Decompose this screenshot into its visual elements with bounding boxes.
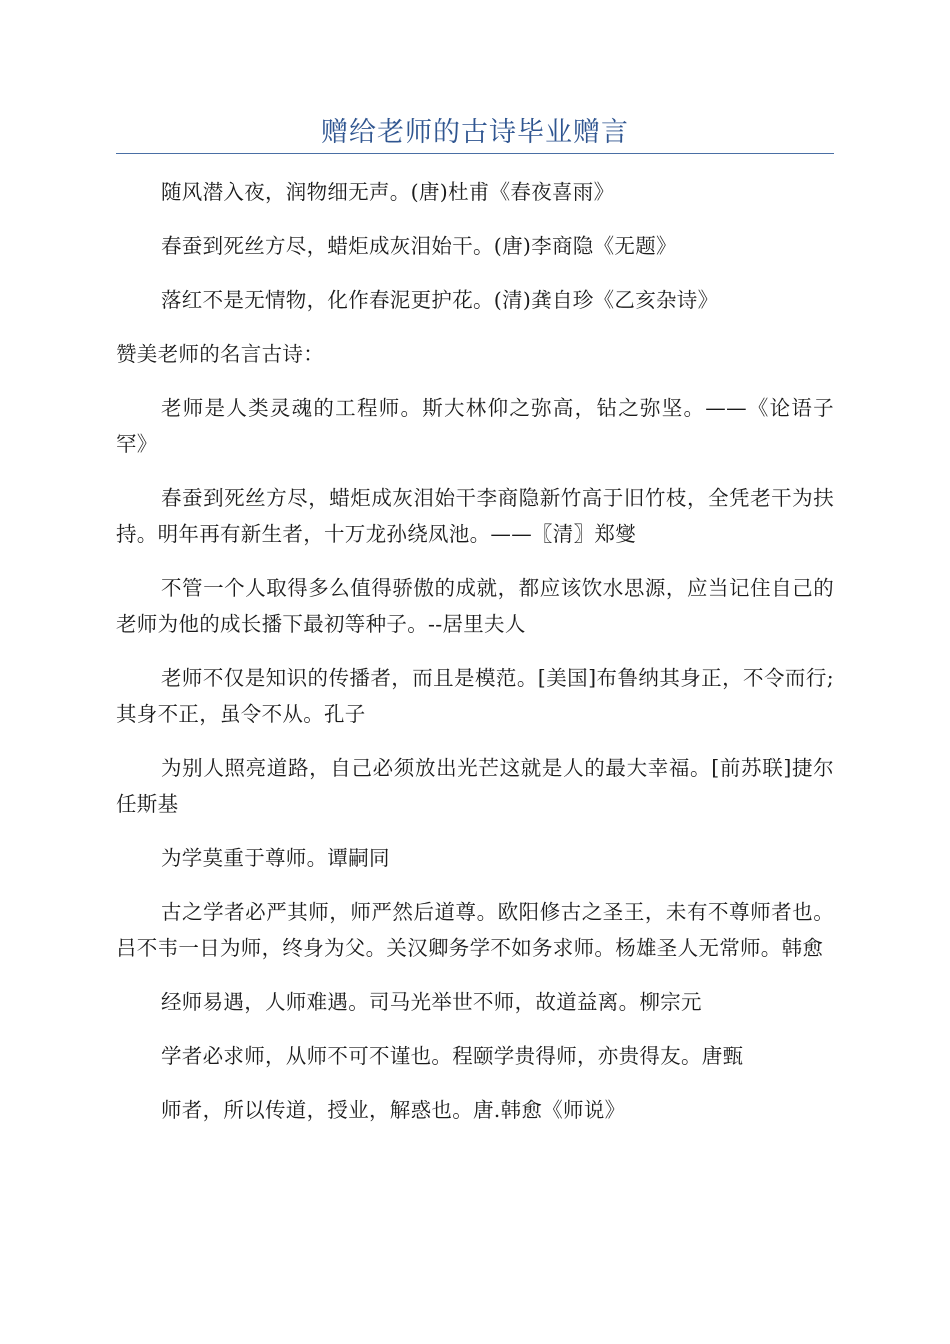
paragraph: 经师易遇，人师难遇。司马光举世不师，故道益离。柳宗元 xyxy=(161,990,702,1014)
paragraph: 为别人照亮道路，自己必须放出光芒这就是人的最大幸福。[前苏联]捷尔任斯基 xyxy=(116,756,834,816)
paragraph: 落红不是无情物，化作春泥更护花。(清)龚自珍《乙亥杂诗》 xyxy=(161,288,719,312)
paragraph: 老师不仅是知识的传播者，而且是模范。[美国]布鲁纳其身正，不令而行;其身不正，虽令不从。孔子 xyxy=(116,666,834,726)
section-heading: 赞美老师的名言古诗： xyxy=(116,342,324,366)
document-body xyxy=(116,174,834,1146)
paragraph: 随风潜入夜，润物细无声。(唐)杜甫《春夜喜雨》 xyxy=(161,180,615,204)
paragraph: 春蚕到死丝方尽，蜡炬成灰泪始干。(唐)李商隐《无题》 xyxy=(161,234,677,258)
paragraph: 春蚕到死丝方尽，蜡炬成灰泪始干李商隐新竹高于旧竹枝，全凭老干为扶持。明年再有新生者，十万龙孙绕凤池。——〖清〗郑燮 xyxy=(116,486,834,546)
paragraph: 为学莫重于尊师。谭嗣同 xyxy=(161,846,390,870)
paragraph: 古之学者必严其师，师严然后道尊。欧阳修古之圣王，未有不尊师者也。吕不韦一日为师，终身为父。关汉卿务学不如务求师。杨雄圣人无常师。韩愈 xyxy=(116,900,834,960)
document-title: 赠给老师的古诗毕业赠言 xyxy=(321,117,629,148)
paragraph: 老师是人类灵魂的工程师。斯大林仰之弥高，钻之弥坚。——《论语子罕》 xyxy=(116,396,834,456)
paragraph: 不管一个人取得多么值得骄傲的成就，都应该饮水思源，应当记住自己的老师为他的成长播下最初等种子。--居里夫人 xyxy=(116,576,834,636)
paragraph: 学者必求师，从师不可不谨也。程颐学贵得师，亦贵得友。唐甄 xyxy=(161,1044,744,1068)
title-underline xyxy=(116,153,834,154)
paragraph: 师者，所以传道，授业，解惑也。唐.韩愈《师说》 xyxy=(161,1098,626,1122)
